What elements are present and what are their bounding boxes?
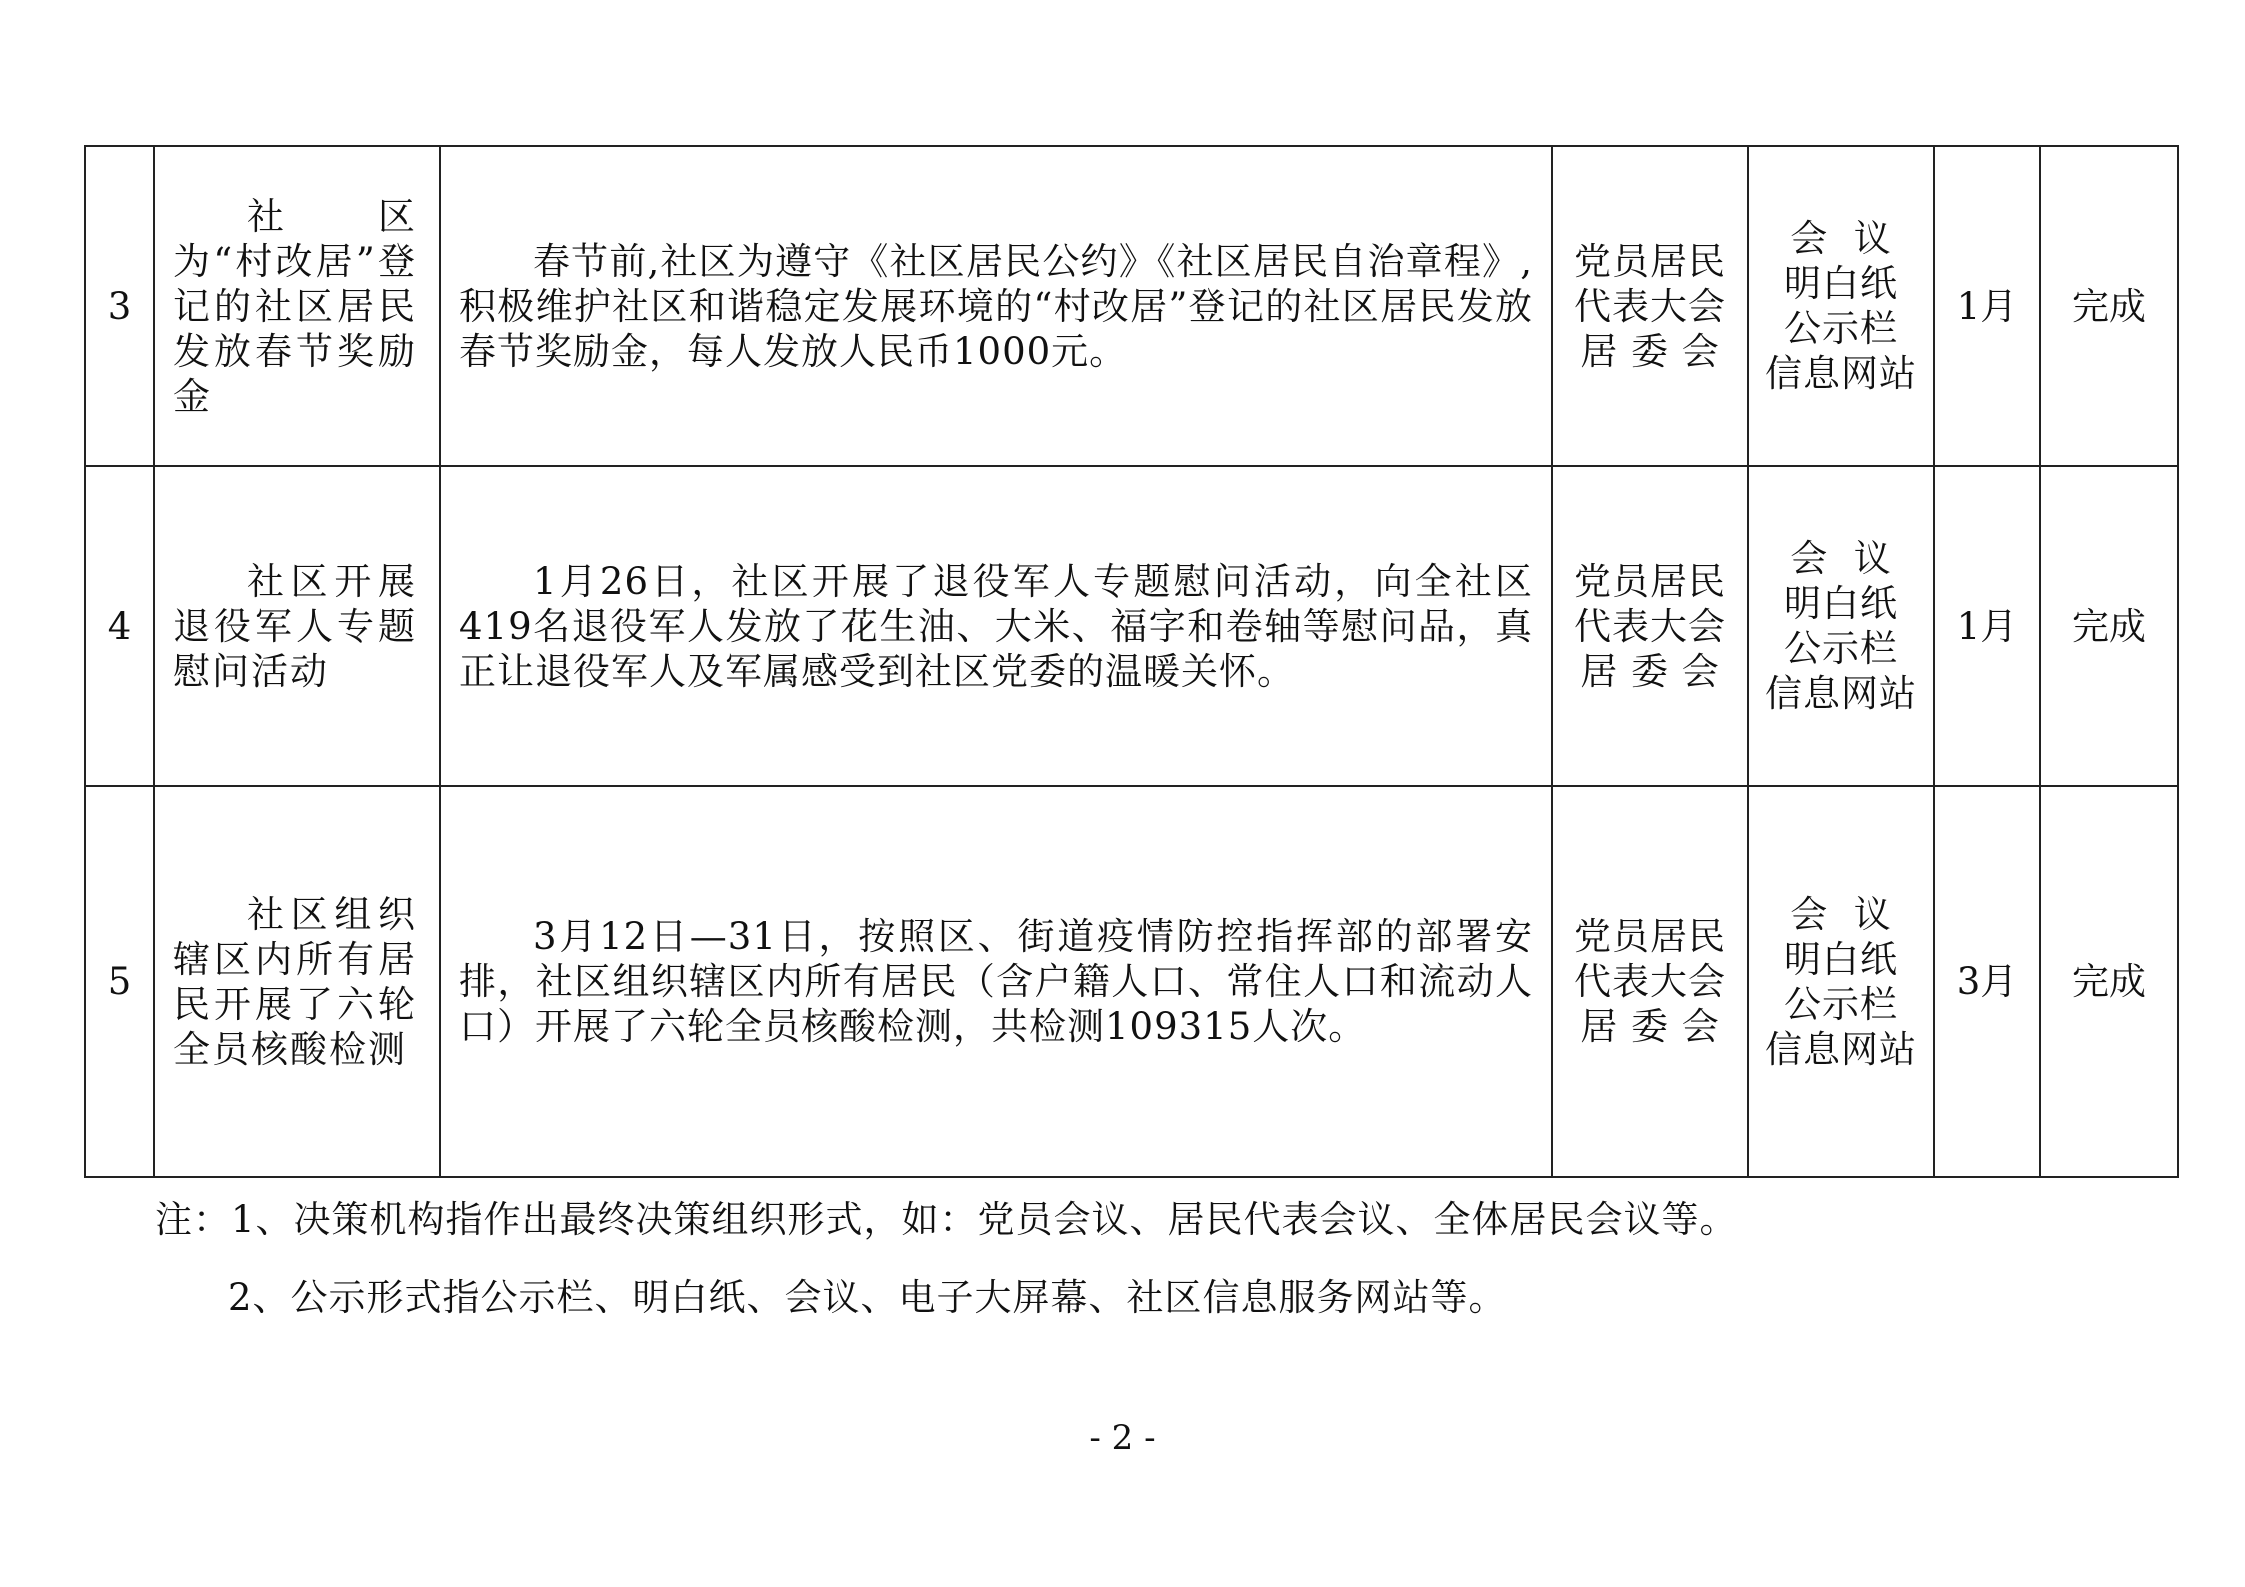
item-text: 社区为“村改居”登记的社区居民发放春节奖励金 <box>173 194 417 418</box>
content-cell <box>440 466 1552 786</box>
content-cell <box>440 146 1552 466</box>
note-line-1: 注：1、决策机构指作出最终决策组织形式，如：党员会议、居民代表会议、全体居民会议等。 <box>155 1198 1738 1241</box>
row-number-cell <box>85 466 154 786</box>
table-row <box>85 786 2178 1177</box>
month-cell <box>1934 786 2040 1177</box>
row-number: 4 <box>107 604 132 648</box>
month-text: 1月 <box>1956 604 2018 648</box>
decision-body-line: 居 委 会 <box>1580 1005 1720 1048</box>
decision-body-line: 代表大会 <box>1574 960 1726 1003</box>
month-cell <box>1934 146 2040 466</box>
disclosure-form-line: 信息网站 <box>1765 1027 1917 1071</box>
disclosure-form-cell <box>1748 466 1934 786</box>
status-text: 完成 <box>2072 604 2146 648</box>
status-text: 完成 <box>2072 960 2146 1003</box>
disclosure-form-line: 明白纸 <box>1784 582 1898 625</box>
month-text: 1月 <box>1956 284 2018 328</box>
item-cell <box>154 786 440 1177</box>
month-text: 3月 <box>1956 960 2018 1003</box>
content-text: 1月26日，社区开展了退役军人专题慰问活动，向全社区419名退役军人发放了花生油、大米、福字和卷轴等慰问品，真正让退役军人及军属感受到社区党委的温暖关怀。 <box>459 559 1533 693</box>
disclosure-form-line: 公示栏 <box>1784 627 1898 670</box>
decision-body-line: 居 委 会 <box>1580 649 1720 693</box>
decision-body-line: 党员居民 <box>1574 915 1726 958</box>
disclosure-form-line: 公示栏 <box>1784 982 1898 1026</box>
content-text: 春节前,社区为遵守《社区居民公约》《社区居民自治章程》,积极维护社区和谐稳定发展环境的“村改居”登记的社区居民发放春节奖励金，每人发放人民币1000元。 <box>459 239 1533 373</box>
table-notes <box>155 1196 2145 1322</box>
table-row <box>85 466 2178 786</box>
decision-body-line: 党员居民 <box>1574 559 1726 603</box>
disclosure-form-line: 信息网站 <box>1765 672 1917 715</box>
status-cell <box>2040 146 2178 466</box>
row-number-cell <box>85 146 154 466</box>
note-line-2: 2、公示形式指公示栏、明白纸、会议、电子大屏幕、社区信息服务网站等。 <box>228 1276 1507 1319</box>
decision-body-cell <box>1552 146 1748 466</box>
page-number: - 2 - <box>1089 1418 1156 1458</box>
decision-body-line: 党员居民 <box>1574 239 1726 283</box>
row-number: 3 <box>107 284 132 328</box>
content-cell <box>440 786 1552 1177</box>
decision-body-line: 代表大会 <box>1574 284 1726 328</box>
content-text: 3月12日—31日，按照区、街道疫情防控指挥部的部署安排，社区组织辖区内所有居民（含户籍人口、常住人口和流动人口）开展了六轮全员核酸检测，共检测109315人次。 <box>459 915 1533 1048</box>
status-cell <box>2040 466 2178 786</box>
row-number-cell <box>85 786 154 1177</box>
disclosure-form-cell <box>1748 786 1934 1177</box>
disclosure-form-line: 会 议 <box>1790 537 1892 580</box>
disclosure-form-line: 会 议 <box>1790 217 1892 260</box>
decision-body-line: 代表大会 <box>1574 604 1726 648</box>
status-text: 完成 <box>2072 284 2146 328</box>
disclosure-table <box>84 145 2179 1178</box>
disclosure-form-cell <box>1748 146 1934 466</box>
disclosure-form-line: 明白纸 <box>1784 262 1898 305</box>
disclosure-form-line: 会 议 <box>1790 892 1892 936</box>
decision-body-cell <box>1552 786 1748 1177</box>
row-number: 5 <box>107 960 132 1003</box>
disclosure-form-line: 明白纸 <box>1784 937 1898 981</box>
item-text: 社区组织辖区内所有居民开展了六轮全员核酸检测 <box>173 892 417 1071</box>
disclosure-form-line: 公示栏 <box>1784 307 1898 350</box>
month-cell <box>1934 466 2040 786</box>
decision-body-line: 居 委 会 <box>1580 329 1720 373</box>
disclosure-form-line: 信息网站 <box>1765 352 1917 395</box>
item-cell <box>154 466 440 786</box>
decision-body-cell <box>1552 466 1748 786</box>
status-cell <box>2040 786 2178 1177</box>
item-cell <box>154 146 440 466</box>
item-text: 社区开展退役军人专题慰问活动 <box>173 559 417 693</box>
table-row <box>85 146 2178 466</box>
